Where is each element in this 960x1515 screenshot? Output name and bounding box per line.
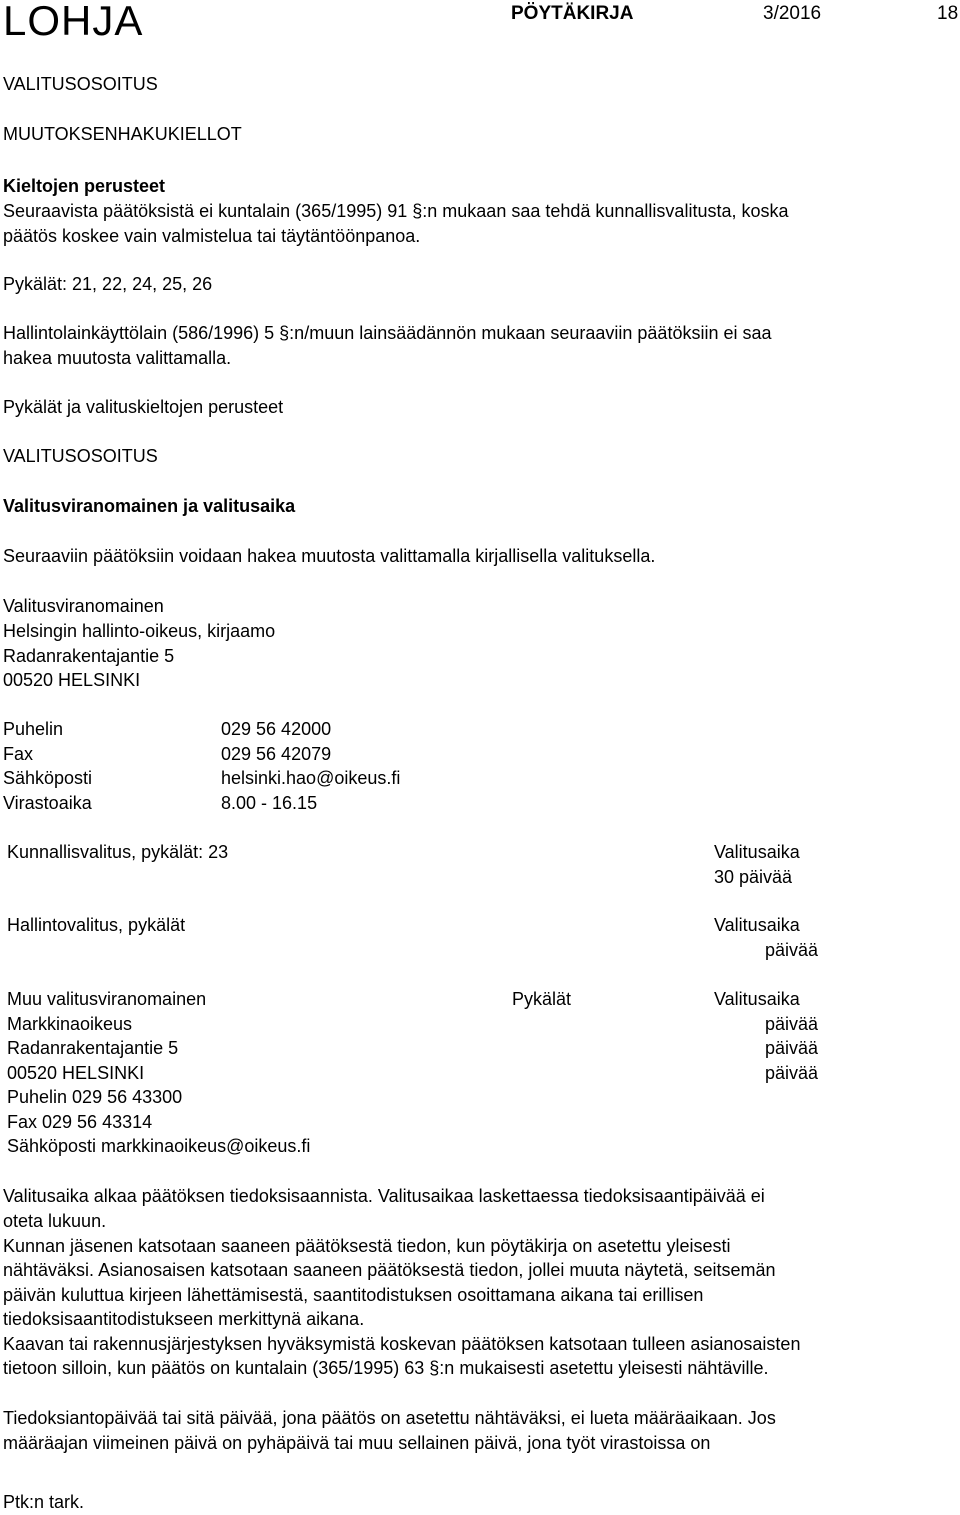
hallintolain-text-1: Hallintolainkäyttölain (586/1996) 5 §:n/muun lainsäädännön mukaan seuraaviin päätöksiin ei saa	[3, 323, 772, 343]
authority-name: Helsingin hallinto-oikeus, kirjaamo	[3, 621, 276, 641]
seuraaviin-text: Seuraaviin päätöksiin voidaan hakea muutosta valittamalla kirjallisella valituksella.	[3, 546, 656, 566]
note-line: määräajan viimeinen päivä on pyhäpäivä tai muu sellainen päivä, jona työt virastoissa on	[3, 1433, 711, 1453]
hallintolain-text-2: hakea muutosta valittamalla.	[3, 348, 232, 368]
document-type: PÖYTÄKIRJA	[511, 3, 634, 24]
markkinaoikeus-line: Radanrakentajantie 5	[7, 1038, 179, 1058]
valitusosoitus-heading: VALITUSOSOITUS	[3, 74, 158, 94]
contact-office-hours: 8.00 - 16.15	[221, 793, 318, 813]
contact-label: Virastoaika	[3, 793, 92, 813]
note-line: Valitusaika alkaa päätöksen tiedoksisaannista. Valitusaikaa laskettaessa tiedoksisaantipäivää ei	[3, 1186, 765, 1206]
contact-label: Sähköposti	[3, 768, 93, 788]
kunnallis-valitusaika-label: Valitusaika	[714, 842, 800, 862]
kunnallisvalitus-label: Kunnallisvalitus, pykälät: 23	[7, 842, 229, 862]
page-number: 18	[937, 3, 959, 24]
contact-label: Fax	[3, 744, 34, 764]
kieltojen-perusteet-heading: Kieltojen perusteet	[3, 176, 166, 196]
contact-phone: 029 56 42000	[221, 719, 332, 739]
hallinto-valitusaika-value: päivää	[764, 940, 818, 960]
authority-city: 00520 HELSINKI	[3, 670, 141, 690]
muu-valitusaika-label: Valitusaika	[714, 989, 800, 1009]
note-line: päivän kuluttua kirjeen lähettämisestä, saantitodistuksen osoittamana aikana tai erillisen	[3, 1285, 704, 1305]
markkinaoikeus-line: Fax 029 56 43314	[7, 1112, 153, 1132]
note-line: nähtäväksi. Asianosaisen katsotaan saaneen päätöksestä tiedon, jollei muuta näytetä, seitsemän	[3, 1260, 776, 1280]
markkinaoikeus-line: Puhelin 029 56 43300	[7, 1087, 183, 1107]
document-number: 3/2016	[763, 3, 822, 24]
authority-street: Radanrakentajantie 5	[3, 646, 175, 666]
municipality-logo: LOHJA	[3, 0, 144, 44]
contact-label: Puhelin	[3, 719, 64, 739]
contact-email: helsinki.hao@oikeus.fi	[221, 768, 401, 788]
hallinto-valitusaika-label: Valitusaika	[714, 915, 800, 935]
contact-fax: 029 56 42079	[221, 744, 332, 764]
markkinaoikeus-line: Markkinaoikeus	[7, 1014, 133, 1034]
muu-valitusaika-value: päivää	[764, 1063, 818, 1083]
kieltojen-perusteet-text-2: päätös koskee vain valmistelua tai täytäntöönpanoa.	[3, 226, 421, 246]
note-line: Tiedoksiantopäivää tai sitä päivää, jona päätös on asetettu nähtäväksi, ei lueta määräaikaan. Jos	[3, 1408, 776, 1428]
kunnallis-valitusaika-value: 30 päivää	[714, 867, 793, 887]
muutoksenhakukiellot-heading: MUUTOKSENHAKUKIELLOT	[3, 124, 242, 144]
footer-initials: Ptk:n tark.	[3, 1492, 85, 1512]
note-line: tietoon silloin, kun päätös on kuntalain (365/1995) 63 §:n mukaisesti asetettu yleisesti nähtäville.	[3, 1358, 769, 1378]
markkinaoikeus-line: Sähköposti markkinaoikeus@oikeus.fi	[7, 1136, 311, 1156]
pykalat-ja-perusteet: Pykälät ja valituskieltojen perusteet	[3, 397, 284, 417]
muu-valitusaika-value: päivää	[764, 1038, 818, 1058]
valitusosoitus-heading-2: VALITUSOSOITUS	[3, 446, 158, 466]
note-line: Kaavan tai rakennusjärjestyksen hyväksymistä koskevan päätöksen katsotaan tulleen asianosaisten	[3, 1334, 801, 1354]
hallintovalitus-label: Hallintovalitus, pykälät	[7, 915, 186, 935]
kieltojen-perusteet-text-1: Seuraavista päätöksistä ei kuntalain (365/1995) 91 §:n mukaan saa tehdä kunnallisvalitusta, koska	[3, 201, 789, 221]
pykalat-list: Pykälät: 21, 22, 24, 25, 26	[3, 274, 213, 294]
viranomainen-heading: Valitusviranomainen ja valitusaika	[3, 496, 296, 516]
note-line: oteta lukuun.	[3, 1211, 107, 1231]
muu-valitusaika-value: päivää	[764, 1014, 818, 1034]
muu-viranomainen-heading: Muu valitusviranomainen	[7, 989, 207, 1009]
markkinaoikeus-line: 00520 HELSINKI	[7, 1063, 145, 1083]
muu-pykalat-label: Pykälät	[512, 989, 572, 1009]
authority-label: Valitusviranomainen	[3, 596, 164, 616]
note-line: tiedoksisaantitodistukseen merkittynä aikana.	[3, 1309, 365, 1329]
note-line: Kunnan jäsenen katsotaan saaneen päätöksestä tiedon, kun pöytäkirja on asetettu yleisesti	[3, 1236, 731, 1256]
